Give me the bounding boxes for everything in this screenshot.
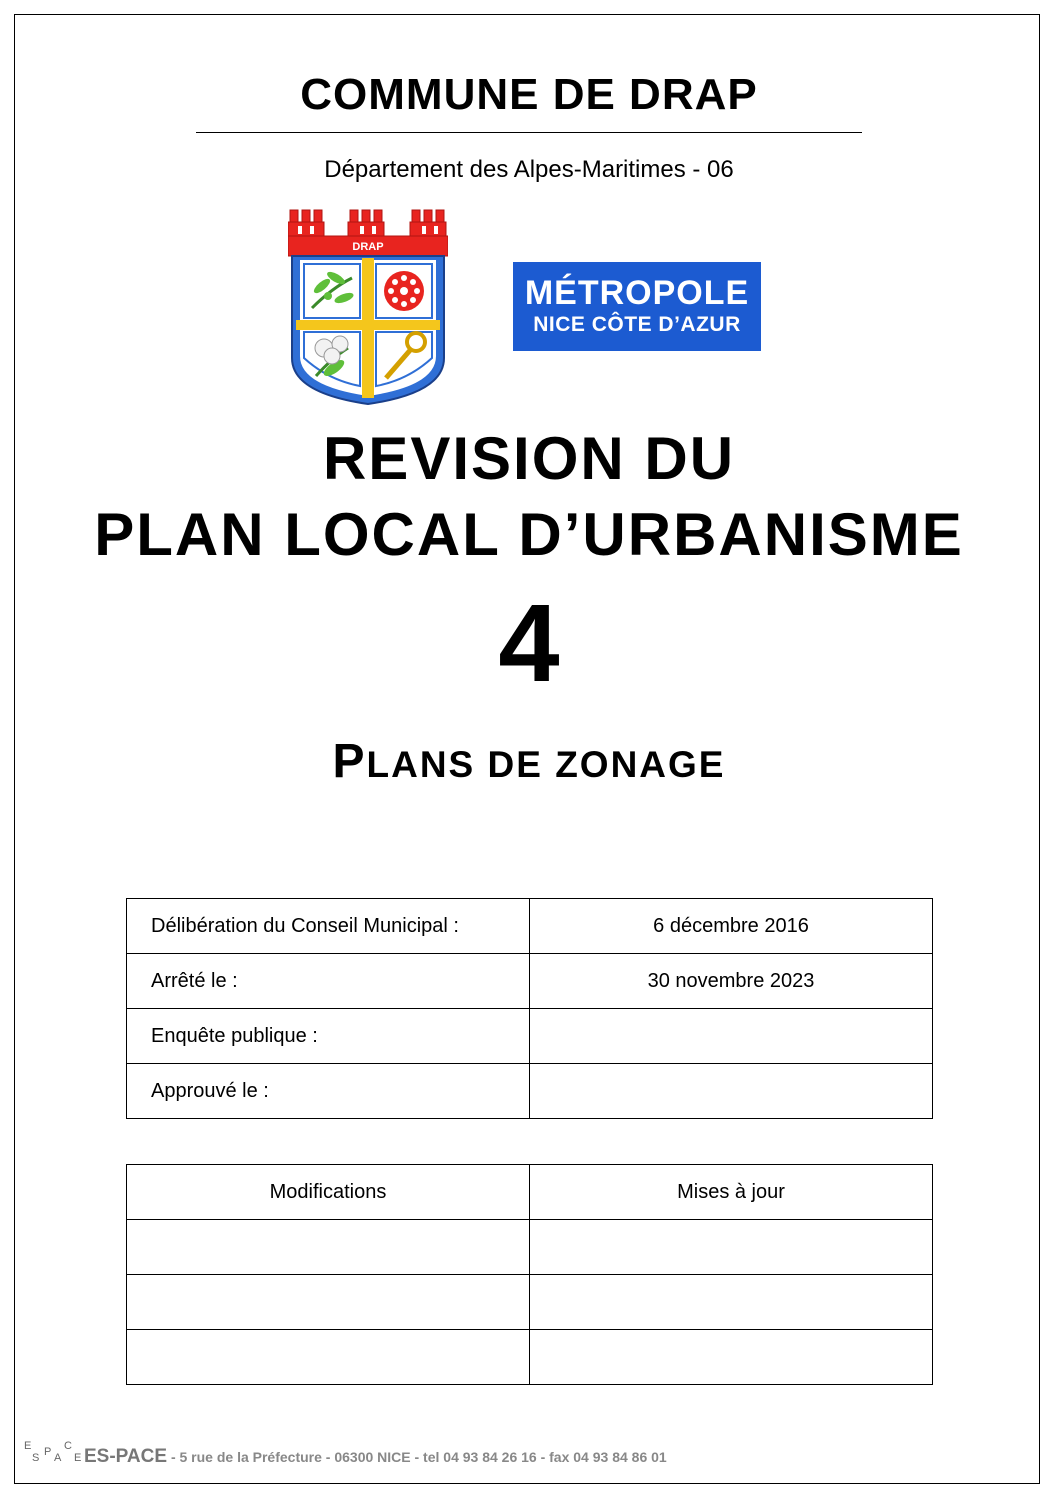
dates-table xyxy=(126,898,933,1119)
table-cell xyxy=(127,1275,530,1330)
table-header-row xyxy=(127,1165,933,1220)
drap-crest-logo xyxy=(288,208,448,406)
table-cell xyxy=(127,1220,530,1275)
logo-letter: S xyxy=(32,1452,40,1464)
departement-label: Département des Alpes-Maritimes - 06 xyxy=(324,156,734,183)
metropole-line1: MÉTROPOLE xyxy=(524,274,750,312)
document-subtitle xyxy=(0,734,1058,789)
logo-letter: P xyxy=(44,1446,52,1458)
date-label: Enquête publique : xyxy=(127,1009,530,1064)
document-title-line1: REVISION DU xyxy=(322,425,736,492)
footer-address: - 5 rue de la Préfecture - 06300 NICE - tel 04 93 84 26 16 - fax 04 93 84 86 01 xyxy=(167,1449,667,1465)
modifications-table xyxy=(126,1164,933,1385)
table-cell xyxy=(530,1330,933,1385)
document-title-line2: PLAN LOCAL D’URBANISME xyxy=(94,501,964,568)
header-modifications: Modifications xyxy=(127,1165,530,1220)
date-label: Approuvé le : xyxy=(127,1064,530,1119)
header-mises-a-jour: Mises à jour xyxy=(530,1165,933,1220)
date-value xyxy=(530,1064,933,1119)
commune-title: COMMUNE DE DRAP xyxy=(300,70,758,119)
espace-logo xyxy=(24,1440,84,1468)
table-row xyxy=(127,1064,933,1119)
date-value: 6 décembre 2016 xyxy=(530,899,933,954)
logo-letter: E xyxy=(24,1440,32,1452)
table-row xyxy=(127,954,933,1009)
subtitle-initial: P xyxy=(332,735,367,788)
table-row xyxy=(127,1220,933,1275)
logo-letter: E xyxy=(74,1452,82,1464)
logo-letter: C xyxy=(64,1440,72,1452)
footer xyxy=(24,1440,667,1468)
logo-letter: A xyxy=(54,1452,62,1464)
subtitle-rest: LANS DE ZONAGE xyxy=(366,744,726,785)
metropole-logo xyxy=(513,262,761,351)
date-value: 30 novembre 2023 xyxy=(530,954,933,1009)
footer-brand: ES-PACE xyxy=(84,1446,168,1467)
table-row xyxy=(127,1330,933,1385)
date-label: Délibération du Conseil Municipal : xyxy=(127,899,530,954)
metropole-line2: NICE CÔTE D’AZUR xyxy=(533,313,741,336)
table-row xyxy=(127,1275,933,1330)
document-number: 4 xyxy=(498,582,560,705)
table-cell xyxy=(127,1330,530,1385)
table-row xyxy=(127,1009,933,1064)
crest-label: DRAP xyxy=(352,241,384,253)
date-label: Arrêté le : xyxy=(127,954,530,1009)
table-row xyxy=(127,899,933,954)
table-cell xyxy=(530,1220,933,1275)
table-cell xyxy=(530,1275,933,1330)
title-divider xyxy=(196,132,862,133)
date-value xyxy=(530,1009,933,1064)
